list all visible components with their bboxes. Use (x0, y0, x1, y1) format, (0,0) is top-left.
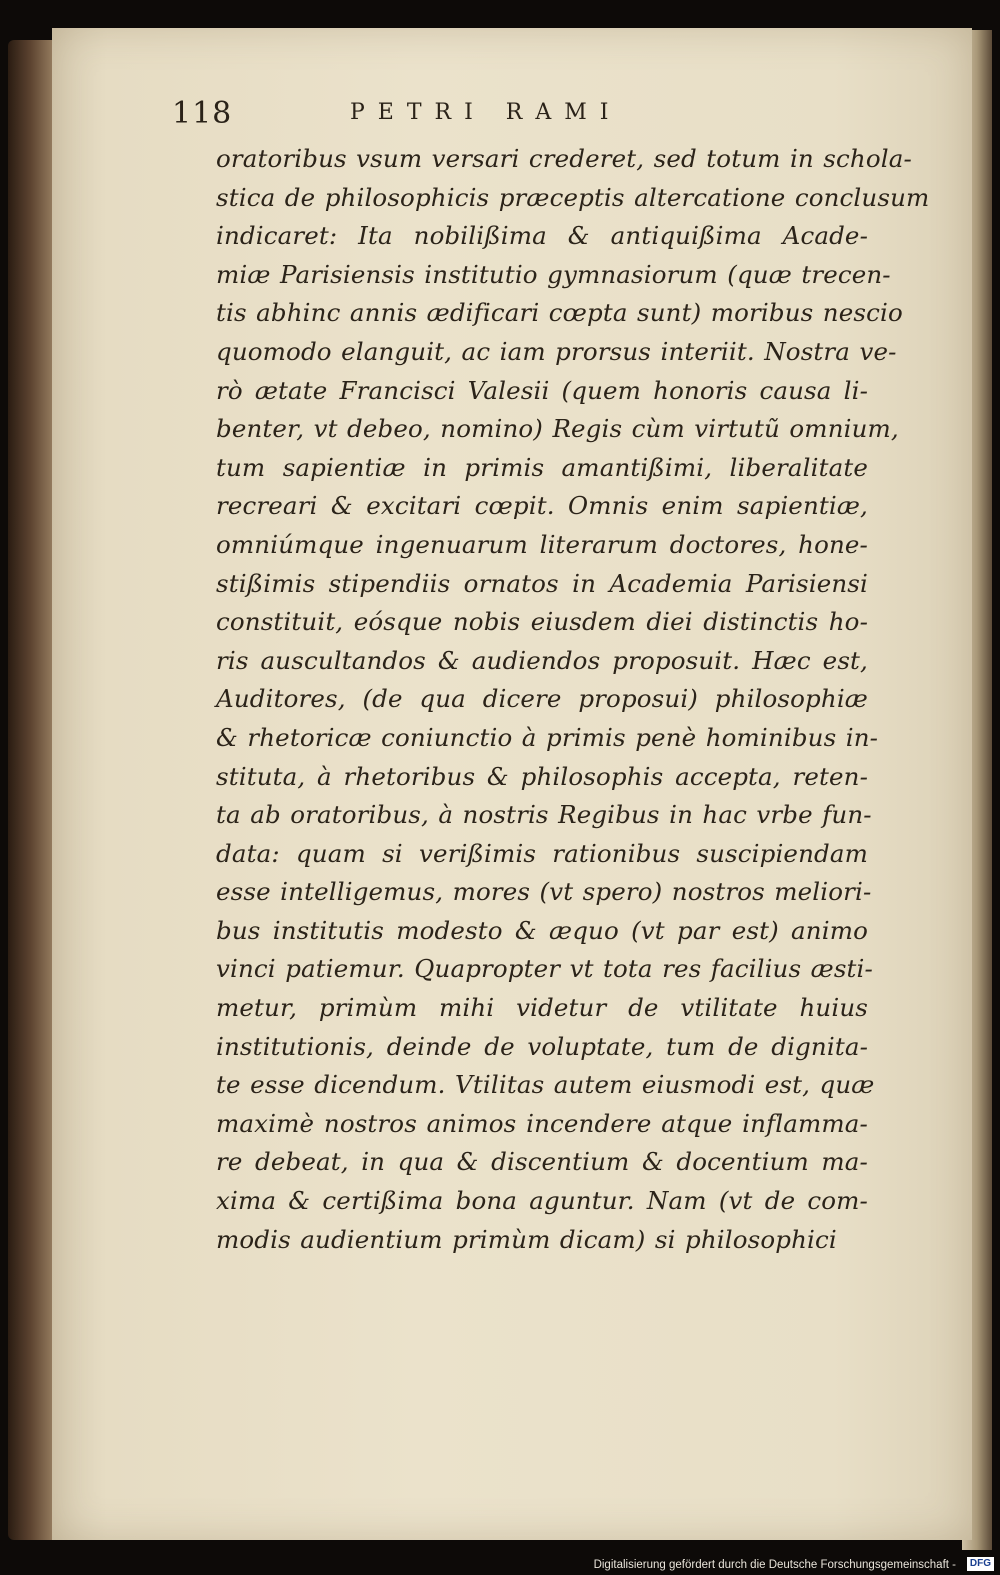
text-line: ta ab oratoribus, à nostris Regibus in hac vrbe fun- (216, 800, 872, 830)
text-line: rò ætate Francisci Valesii (quem honoris causa li- (216, 375, 868, 405)
text-line: & rhetoricæ coniunctio à primis penè hominibus in- (216, 722, 879, 752)
dfg-logo: DFG (967, 1557, 994, 1571)
text-line: stica de philosophicis præceptis altercatione conclusum (216, 182, 930, 212)
text-line: vinci patiemur. Quapropter vt tota res facilius æsti- (216, 954, 873, 984)
text-line: bus institutis modesto & æquo (vt par est) animo (216, 915, 868, 945)
text-line: xima & certißima bona aguntur. Nam (vt de com- (216, 1186, 868, 1216)
page-header (172, 96, 872, 136)
text-line: te esse dicendum. Vtilitas autem eiusmodi est, quæ (216, 1070, 875, 1100)
footer-bar (0, 1553, 1000, 1575)
text-line: recreari & excitari cœpit. Omnis enim sapientiæ, (216, 491, 868, 521)
text-line: modis audientium primùm dicam) si philosophici (216, 1224, 837, 1254)
text-line: maximè nostros animos incendere atque inflamma- (216, 1108, 868, 1138)
text-line: tum sapientiæ in primis amantißimi, liberalitate (216, 452, 868, 482)
text-line: institutionis, deinde de voluptate, tum de dignita- (216, 1031, 868, 1061)
text-line: esse intelligemus, mores (vt spero) nostros meliori- (216, 877, 872, 907)
text-line: oratoribus vsum versari crederet, sed totum in schola- (216, 144, 912, 173)
text-line: benter, vt debeo, nomino) Regis cùm virtutũ omnium, (216, 414, 899, 444)
text-line: stituta, à rhetoribus & philosophis accepta, reten- (216, 761, 868, 791)
text-line: constituit, eósque nobis eiusdem diei distinctis ho- (216, 607, 868, 637)
text-line: metur, primùm mihi videtur de vtilitate huius (216, 993, 868, 1023)
running-head: PETRI RAMI (350, 100, 622, 125)
text-line: stißimis stipendiis ornatos in Academia Parisiensi (216, 568, 868, 598)
text-line: quomodo elanguit, ac iam prorsus interiit. Nostra ve- (216, 336, 897, 366)
digitization-credit: Digitalisierung gefördert durch die Deutsche Forschungsgemeinschaft - (593, 1559, 956, 1571)
text-line: omniúmque ingenuarum literarum doctores, hone- (216, 529, 868, 559)
text-line: ris auscultandos & audiendos proposuit. Hæc est, (216, 645, 868, 675)
text-line: tis abhinc annis ædificari cœpta sunt) moribus nescio (216, 298, 903, 328)
text-line: indicaret: Ita nobilißima & antiquißima Acade- (216, 221, 868, 251)
page-text (216, 140, 930, 1259)
page-number: 118 (172, 96, 233, 131)
text-line: Auditores, (de qua dicere proposui) philosophiæ (216, 684, 868, 714)
text-line: miæ Parisiensis institutio gymnasiorum (quæ trecen- (216, 259, 891, 289)
text-line: re debeat, in qua & discentium & docentium ma- (216, 1147, 868, 1177)
text-line: data: quam si verißimis rationibus suscipiendam (216, 838, 868, 868)
